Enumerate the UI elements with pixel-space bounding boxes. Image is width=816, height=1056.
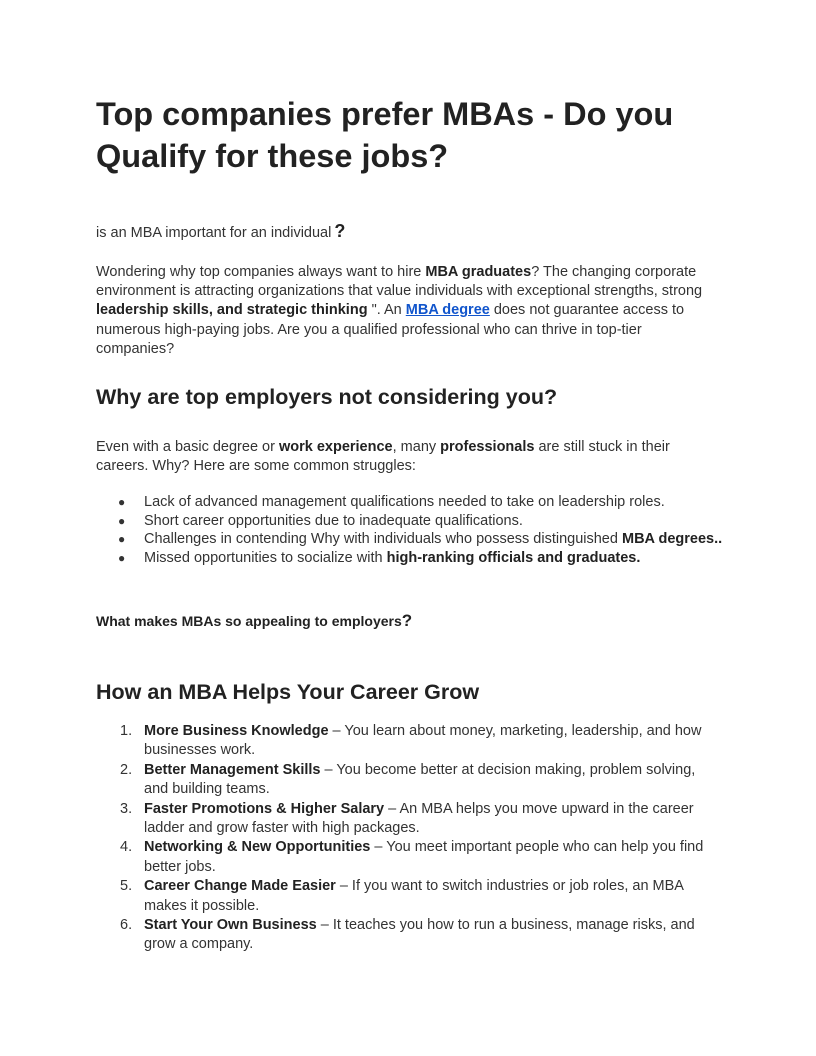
list-item [96, 722, 720, 761]
intro-text-1: Wondering why top companies always want to hire [96, 264, 426, 280]
list-item [96, 916, 720, 955]
list-item [96, 761, 720, 800]
section1-bold-work-experience: work experience [278, 439, 393, 455]
list-item [96, 549, 736, 568]
subheading-text: What makes MBAs so appealing to employers [96, 613, 402, 629]
list-item-text: Missed opportunities to socialize with [144, 549, 387, 566]
section1-text-2: , many [392, 439, 441, 455]
list-item-bold: Faster Promotions & Higher Salary [144, 800, 385, 817]
list-number: 4. [120, 839, 133, 856]
list-item-text: Short career opportunities due to inadequate qualifications. [144, 512, 523, 529]
bullet-icon: ● [118, 513, 126, 528]
intro-paragraph [96, 263, 720, 359]
intro-bold-mba-graduates: MBA graduates [425, 264, 532, 280]
struggles-list [96, 493, 736, 567]
list-item [96, 493, 736, 512]
list-number: 1. [120, 723, 133, 739]
benefits-list [96, 722, 720, 955]
section1-text-3: are still stuck in their careers. Why? Here are some common struggles: [96, 439, 670, 475]
question-mark: ? [334, 221, 346, 241]
subheading-question-mark: ? [401, 611, 413, 630]
intro-text-2: ? The changing corporate environment is attracting organizations that value individuals with exceptional strengths, strong [96, 264, 703, 300]
list-item-bold: Career Change Made Easier [144, 878, 336, 895]
mba-degree-link[interactable]: MBA degree [405, 302, 490, 319]
list-number: 3. [120, 800, 133, 817]
list-item-text: Challenges in contending Why with individuals who possess distinguished [144, 531, 622, 547]
intro-text-3: ". An [367, 302, 406, 319]
intro-question [96, 221, 345, 243]
list-item-text: – It teaches you how to run a business, manage risks, and grow a company. [144, 917, 695, 953]
list-number: 6. [120, 917, 133, 934]
list-item-bold: high-ranking officials and graduates. [386, 549, 641, 566]
section1-text-1: Even with a basic degree or [96, 439, 279, 455]
section-heading-career-grow: How an MBA Helps Your Career Grow [96, 680, 480, 704]
bullet-icon: ● [118, 532, 126, 546]
bullet-icon: ● [118, 495, 126, 509]
list-item-bold: More Business Knowledge [144, 723, 329, 739]
intro-bold-leadership: leadership skills, and strategic thinking [96, 302, 368, 319]
list-item-text: – An MBA helps you move upward in the career ladder and grow faster with high packages. [144, 800, 694, 837]
section-heading-employers: Why are top employers not considering you? [96, 385, 558, 409]
section1-paragraph [96, 438, 720, 476]
intro-question-text: is an MBA important for an individual [96, 225, 332, 241]
page-title: Top companies prefer MBAs - Do you Qualify for these jobs? [96, 96, 674, 174]
list-item-text: Lack of advanced management qualifications needed to take on leadership roles. [144, 494, 665, 510]
list-item-bold: Better Management Skills [144, 761, 321, 778]
section1-bold-professionals: professionals [440, 439, 535, 455]
list-item [96, 877, 720, 916]
list-number: 2. [120, 761, 133, 778]
list-item-text: – If you want to switch industries or job roles, an MBA makes it possible. [144, 878, 684, 914]
list-item-bold: Start Your Own Business [144, 917, 317, 934]
list-item [96, 800, 720, 839]
list-item-text: – You meet important people who can help you find better jobs. [144, 839, 704, 875]
list-item-bold: MBA degrees.. [621, 531, 723, 547]
list-item-text: – You learn about money, marketing, leadership, and how businesses work. [144, 723, 702, 759]
bullet-icon: ● [118, 550, 126, 565]
list-item-bold: Networking & New Opportunities [144, 839, 371, 856]
list-item [96, 512, 736, 531]
subheading-appeal [96, 611, 412, 631]
list-item-text: – You become better at decision making, problem solving, and building teams. [144, 761, 696, 798]
list-number: 5. [120, 878, 133, 895]
list-item [96, 838, 720, 877]
intro-text-4: does not guarantee access to numerous high-paying jobs. Are you a qualified professional who can thrive in top-tier companies? [96, 302, 685, 357]
list-item [96, 530, 736, 549]
